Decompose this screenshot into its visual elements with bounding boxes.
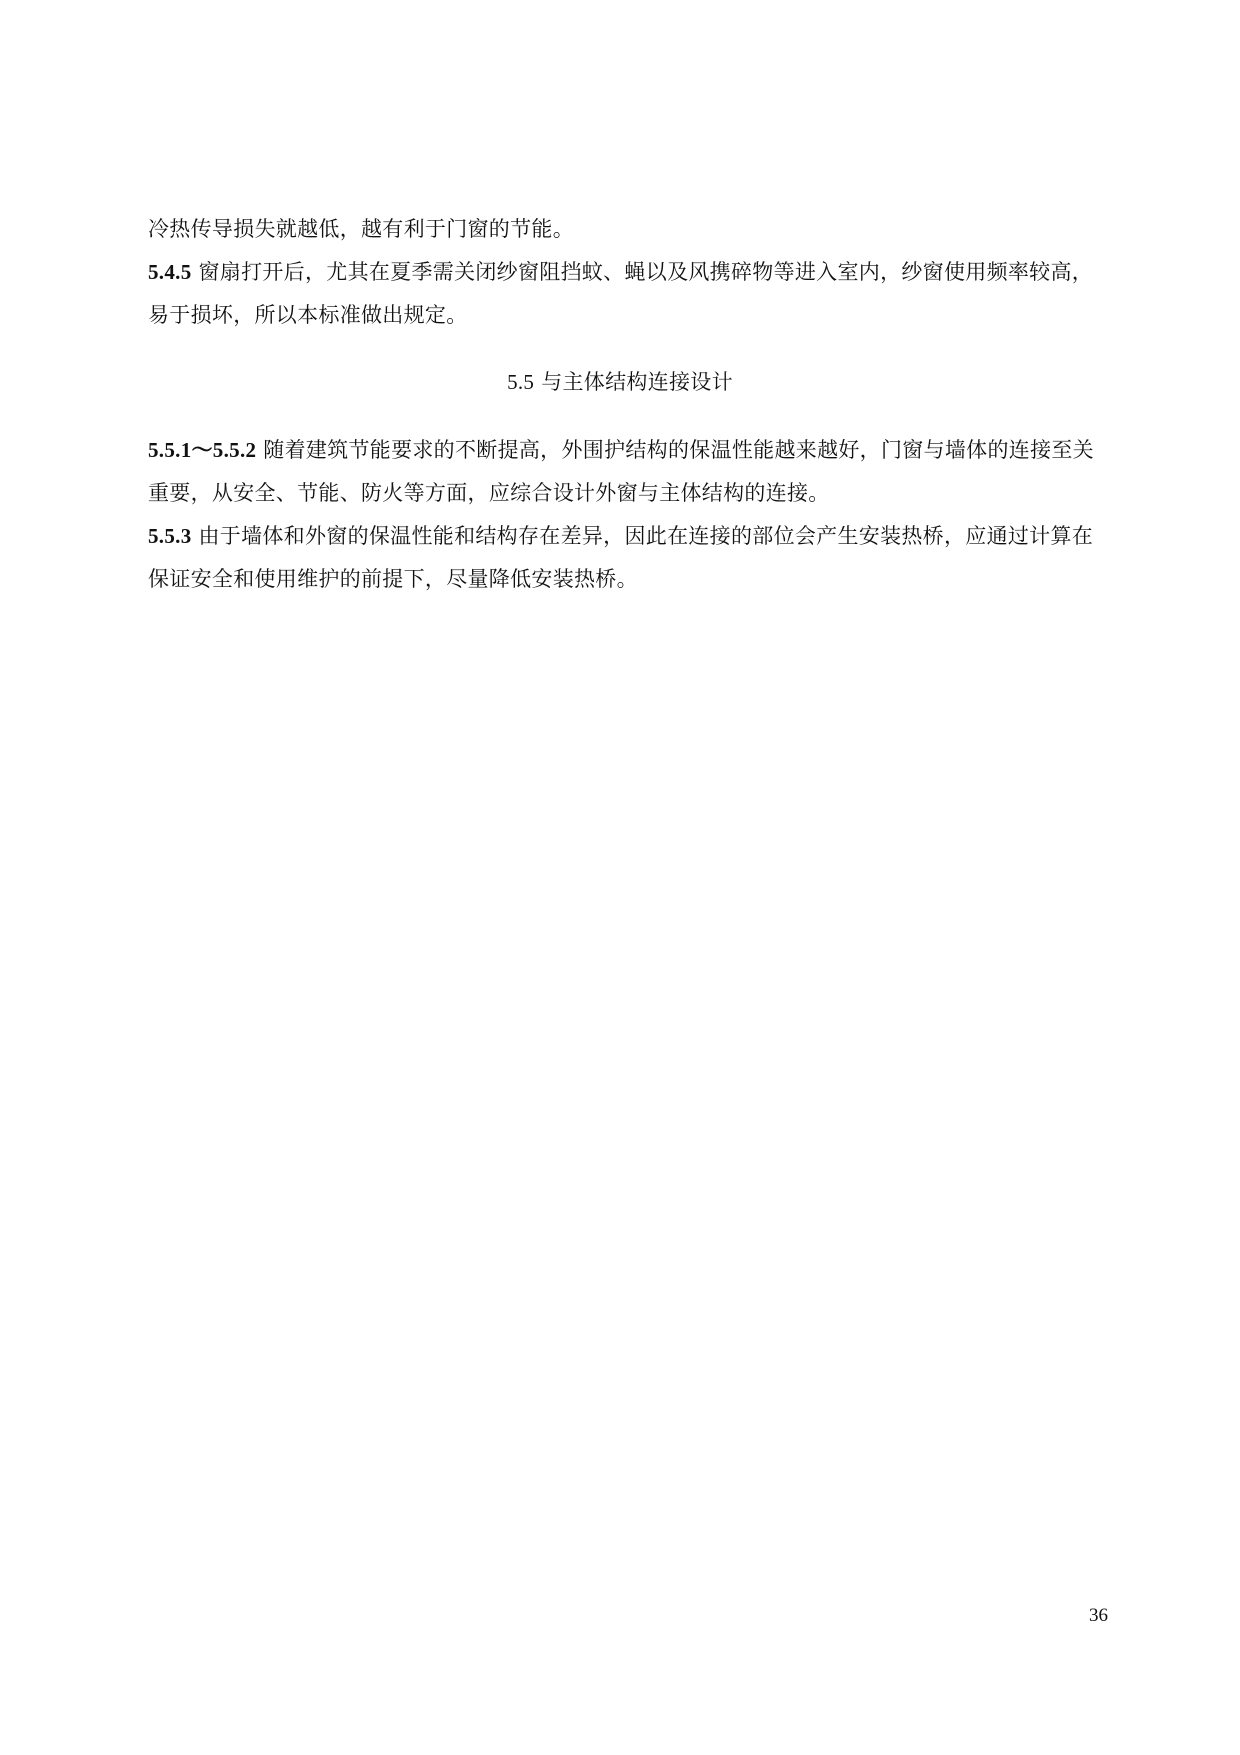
section-title: 与主体结构连接设计 — [534, 370, 733, 394]
clause-number: 5.5.3 — [148, 524, 192, 548]
clause-number: 5.4.5 — [148, 260, 192, 284]
line-text: 易于损坏，所以本标准做出规定。 — [148, 303, 468, 327]
page-number: 36 — [1089, 1605, 1108, 1626]
line-text: 保证安全和使用维护的前提下，尽量降低安装热桥。 — [148, 567, 638, 591]
paragraph-continuation-line — [148, 215, 1118, 243]
clause-number: 5.5.1～5.5.2 — [148, 438, 257, 462]
clause-5-5-3-line-1 — [148, 522, 1118, 550]
section-heading — [0, 368, 1240, 396]
clause-5-4-5-line-2 — [148, 301, 1118, 329]
line-text: 窗扇打开后，尤其在夏季需关闭纱窗阻挡蚊、蝇以及风携碎物等进入室内，纱窗使用频率较高， — [191, 260, 1094, 284]
line-text: 随着建筑节能要求的不断提高，外围护结构的保温性能越来越好，门窗与墙体的连接至关 — [256, 438, 1094, 462]
clause-5-5-1-line-1 — [148, 436, 1118, 464]
clause-5-5-1-line-2 — [148, 479, 1118, 507]
line-text: 冷热传导损失就越低，越有利于门窗的节能。 — [148, 217, 574, 241]
clause-5-5-3-line-2 — [148, 565, 1118, 593]
section-number: 5.5 — [507, 370, 535, 394]
line-text: 重要，从安全、节能、防火等方面，应综合设计外窗与主体结构的连接。 — [148, 481, 830, 505]
line-text: 由于墙体和外窗的保温性能和结构存在差异，因此在连接的部位会产生安装热桥，应通过计算在 — [191, 524, 1094, 548]
clause-5-4-5-line-1 — [148, 258, 1118, 286]
